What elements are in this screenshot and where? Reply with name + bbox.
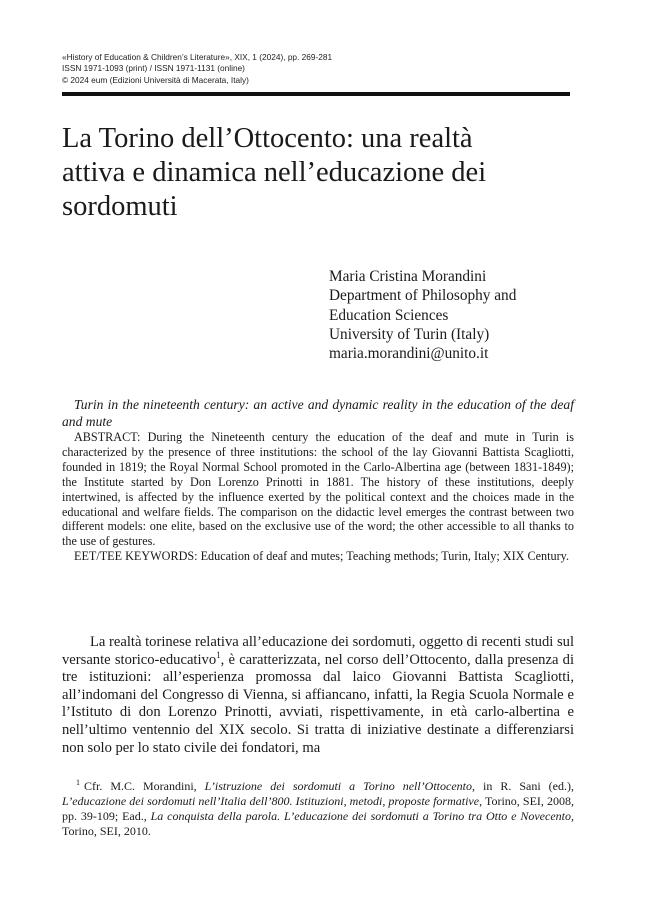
issn-line: ISSN 1971-1093 (print) / ISSN 1971-1131 (online): [62, 63, 245, 74]
footnote-title-2: L’educazione dei sordomuti nell’Italia dell’800. Istituzioni, metodi, proposte formative: [62, 793, 480, 808]
title-line-2: attiva e dinamica nell’educazione dei: [62, 157, 487, 188]
author-department-2: Education Sciences: [329, 306, 449, 324]
author-name: Maria Cristina Morandini: [329, 268, 487, 285]
header-rule: [62, 92, 570, 96]
author-university: University of Turin (Italy): [329, 325, 490, 343]
author-block: [329, 267, 516, 363]
footnote-reference[interactable]: 1: [216, 649, 221, 660]
footnote-part-1: Cfr. M.C. Morandini,: [84, 779, 205, 793]
footnote-part-4: , Torino, SEI, 2010.: [62, 808, 574, 838]
abstract-text: ABSTRACT: During the Nineteenth century the education of the deaf and mute in Turin is characterized by the presence of three institutions: the school of the lay Giovanni Battista Scagliotti, founded in 1819; the Royal Normal School promoted in the Carlo-Albertina age (between 1831-1849); the Institute started by Don Lorenzo Prinotti in 1881. The history of these institutions, deeply intertwined, is affected by the influence exerted by the political context and the choices made in the educational and welfare fields. The comparison on the didactic level emerges the contrast between two different models: one elite, based on the exclusive use of the word; the other accessible to all thanks to the use of gestures.: [62, 430, 574, 549]
footnote-title-3: La conquista della parola. L’educazione dei sordomuti a Torino tra Otto e Novecento: [150, 808, 571, 823]
footnote-number: 1: [76, 778, 80, 787]
footnote: [62, 779, 574, 839]
journal-citation: «History of Education & Children’s Literature», XIX, 1 (2024), pp. 269-281: [62, 52, 333, 62]
keywords: EET/TEE KEYWORDS: Education of deaf and mutes; Teaching methods; Turin, Italy; XIX Century.: [74, 549, 570, 564]
footnote-part-3: , Torino, SEI, 2008, pp. 39-109; Ead.,: [62, 793, 574, 823]
title-line-1: La Torino dell’Ottocento: una realtà: [62, 123, 473, 154]
footnote-text: [62, 779, 574, 839]
copyright-line: © 2024 eum (Edizioni Università di Macerata, Italy): [62, 74, 249, 85]
author-email[interactable]: maria.morandini@unito.it: [329, 345, 489, 363]
footnote-part-2: , in R. Sani (ed.),: [472, 779, 575, 793]
author-department-1: Department of Philosophy and: [329, 287, 517, 305]
footnote-title-1: L’istruzione dei sordomuti a Torino nell’Ottocento: [204, 779, 473, 793]
body-paragraph-end: , è caratterizzata, nel corso dell’Ottocento, dalla presenza di tre istituzioni: all’esperienza promossa dal laico Giovanni Battista Scagliotti, all’indomani del Congresso di Vienna, si affiancano, infatti, la Regia Scuola Normale e l’Istituto di don Lorenzo Prinotti, avviati, rispettivamente, in età carlo-albertina e nell’ultimo ventennio del XIX secolo. Si tratta di iniziative destinate a differenziarsi non solo per lo stato civile dei fondatori, ma: [62, 651, 574, 756]
english-title: Turin in the nineteenth century: an active and dynamic reality in the education of the deaf and mute: [62, 397, 574, 429]
article-title: [62, 122, 582, 224]
body-text: [62, 634, 574, 757]
body-paragraph: [62, 634, 574, 757]
journal-header: [62, 52, 332, 86]
title-line-3: sordomuti: [62, 191, 178, 222]
body-paragraph-start: La realtà torinese relativa all’educazione dei sordomuti, oggetto di recenti studi sul versante storico-educativo: [62, 634, 574, 668]
abstract-section: [62, 396, 574, 564]
